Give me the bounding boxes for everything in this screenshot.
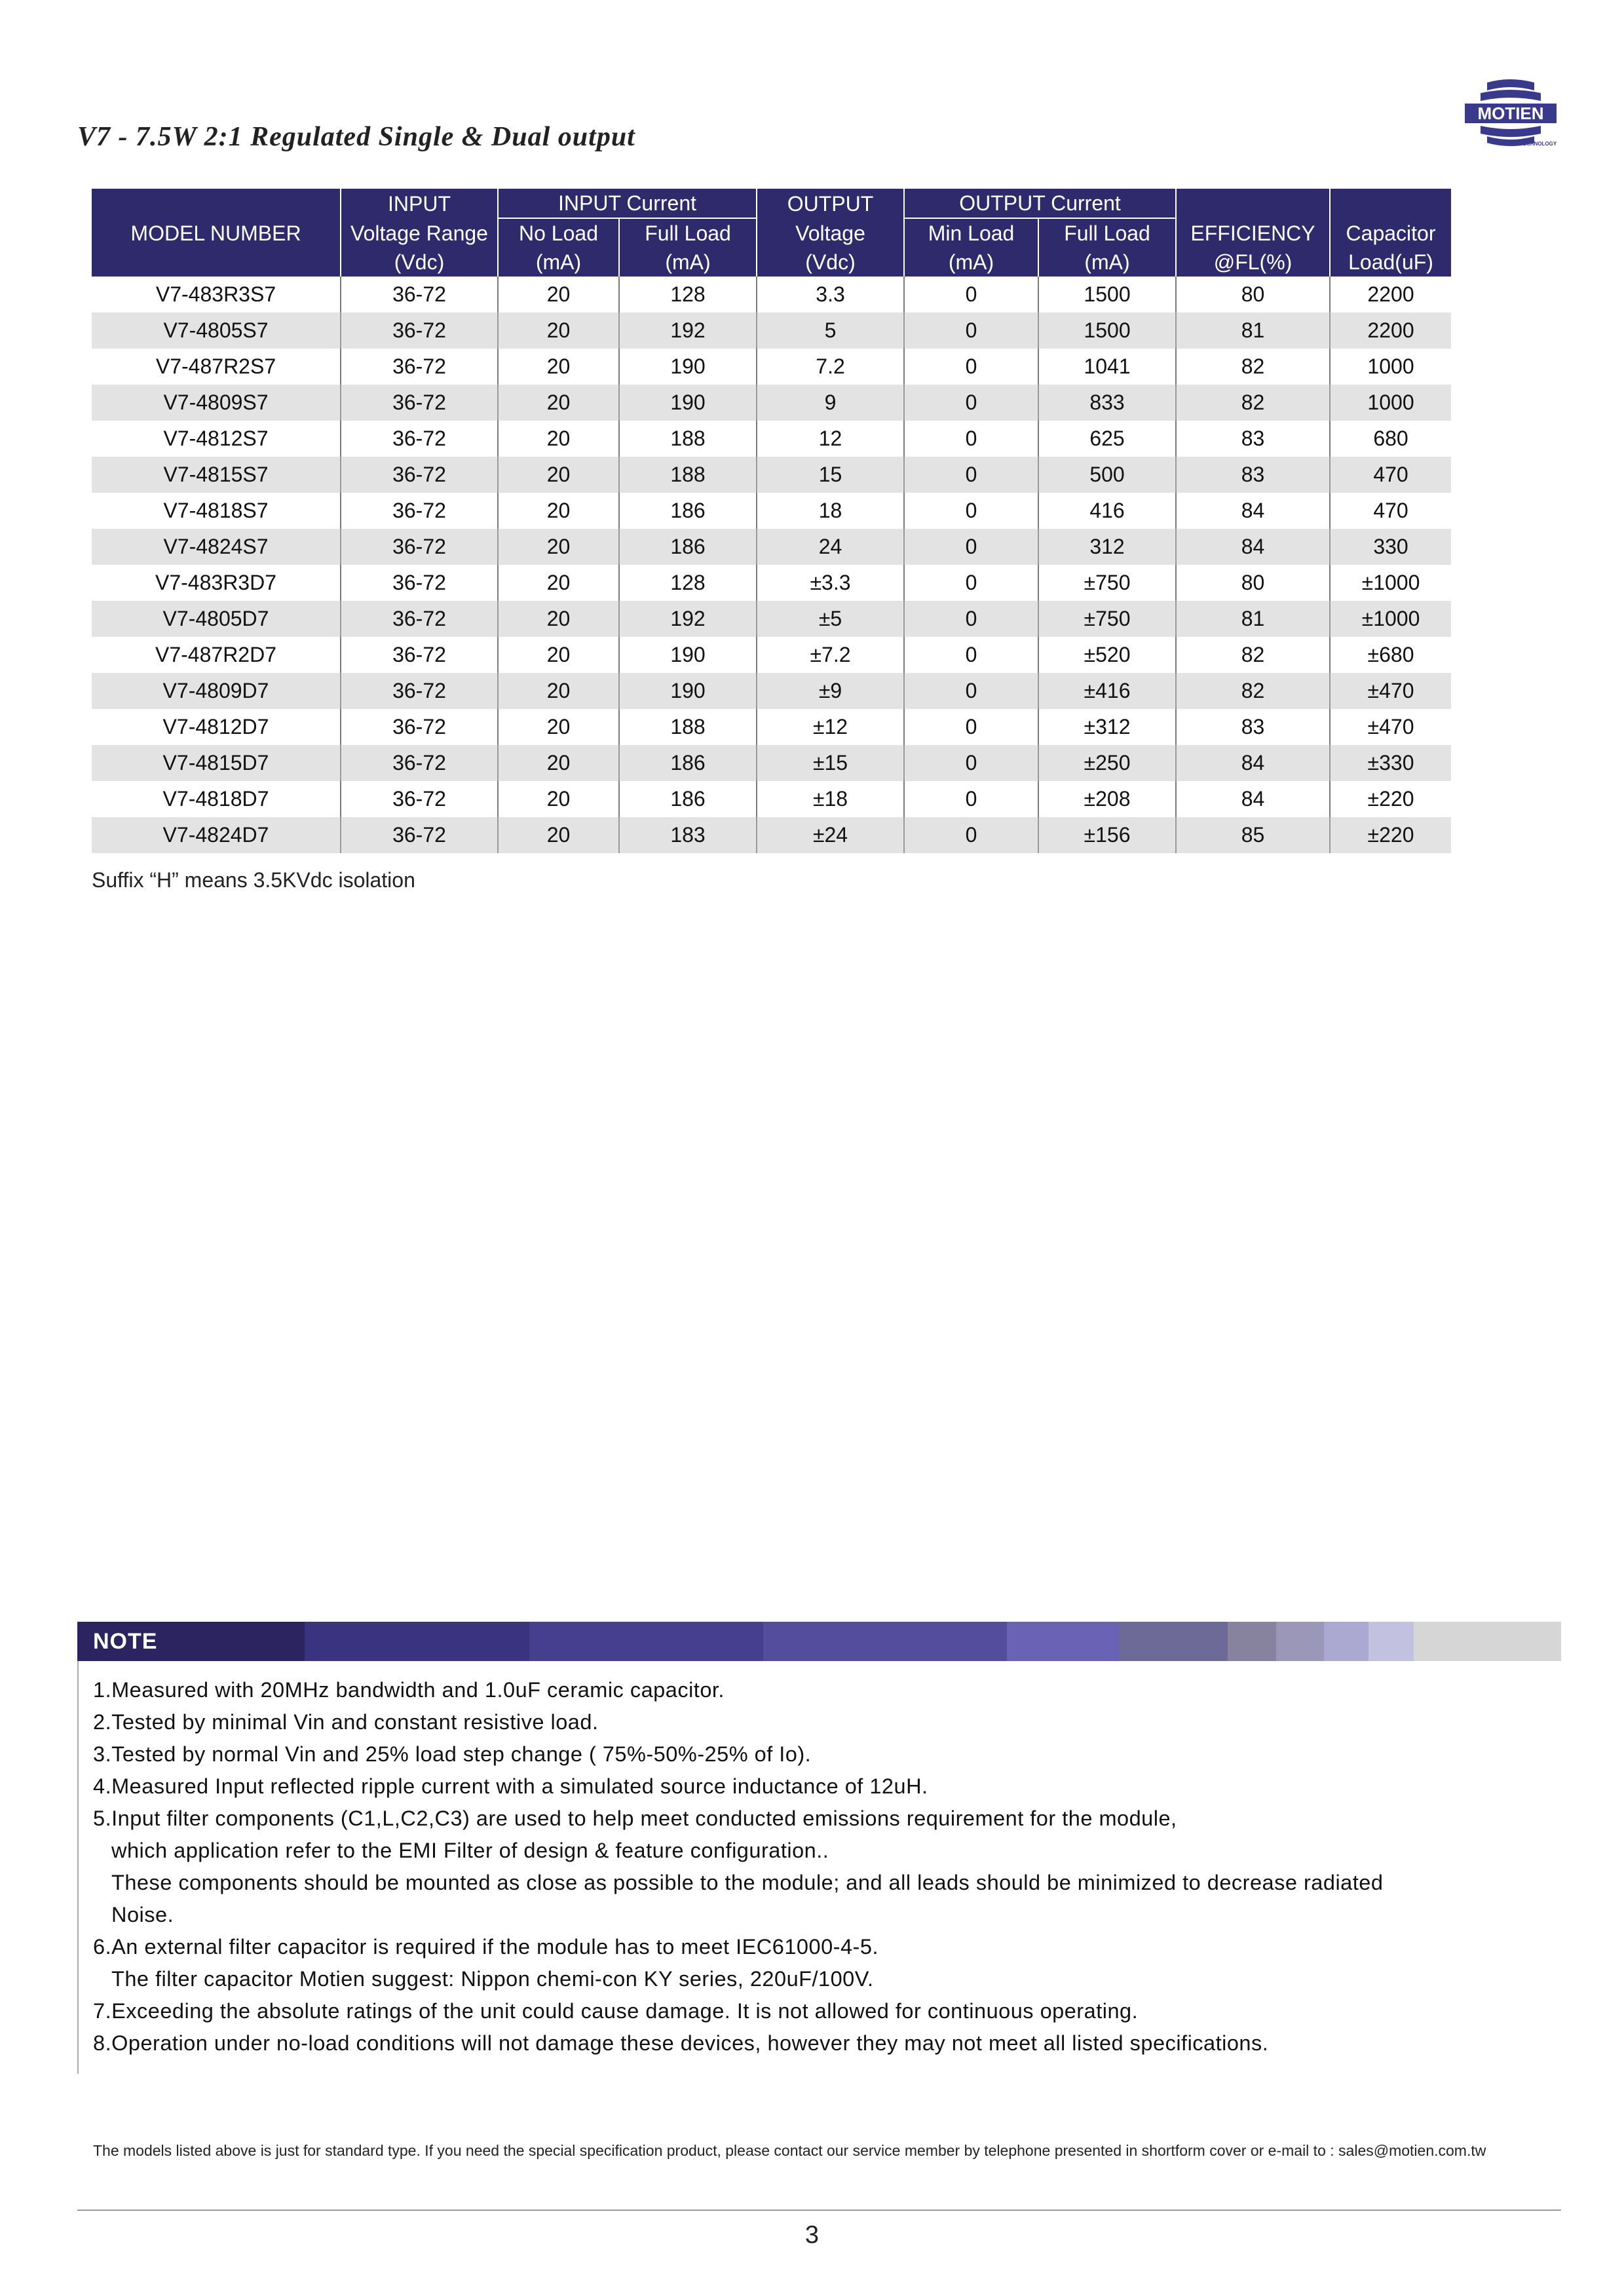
table-cell: 84 bbox=[1176, 781, 1330, 817]
table-cell: 36-72 bbox=[341, 817, 498, 853]
table-cell: 0 bbox=[904, 601, 1038, 637]
table-cell: 128 bbox=[619, 565, 757, 601]
table-cell: 0 bbox=[904, 745, 1038, 781]
th-input-l1: INPUT bbox=[341, 189, 498, 218]
table-cell: V7-483R3S7 bbox=[155, 282, 276, 306]
table-cell: ±156 bbox=[1038, 817, 1176, 853]
note-bar-segment bbox=[1324, 1622, 1369, 1661]
page-title: V7 - 7.5W 2:1 Regulated Single & Dual output bbox=[77, 122, 635, 152]
table-cell: 190 bbox=[619, 349, 757, 385]
footer-text: The models listed above is just for standard type. If you need the special specification product, please contact our service member by telephone presented in shortform cover or e-mail to : sales@motien.com.tw bbox=[93, 2142, 1486, 2159]
th-eff-l2: @FL(%) bbox=[1176, 248, 1330, 277]
note-bar-segment bbox=[1119, 1622, 1228, 1661]
table-cell: 0 bbox=[904, 457, 1038, 493]
th-input-l2: Voltage Range bbox=[341, 218, 498, 248]
table-cell: ±9 bbox=[757, 673, 904, 709]
table-cell: 0 bbox=[904, 421, 1038, 457]
th-min-load: Min Load bbox=[904, 218, 1038, 248]
table-cell: 18 bbox=[757, 493, 904, 529]
table-cell: 83 bbox=[1176, 709, 1330, 745]
note-line: The filter capacitor Motien suggest: Nippon chemi-con KY series, 220uF/100V. bbox=[111, 1967, 874, 1991]
table-cell: 20 bbox=[498, 529, 619, 565]
table-row bbox=[92, 673, 1451, 709]
table-row bbox=[92, 385, 1451, 421]
th-full-load-unit: (mA) bbox=[619, 248, 757, 277]
table-cell: 36-72 bbox=[341, 637, 498, 673]
table-row bbox=[92, 277, 1451, 313]
note-bar-segment bbox=[1228, 1622, 1275, 1661]
table-cell: 84 bbox=[1176, 529, 1330, 565]
spec-table-body bbox=[92, 277, 1451, 853]
table-cell: 81 bbox=[1176, 313, 1330, 349]
table-cell: 36-72 bbox=[341, 313, 498, 349]
table-cell: 0 bbox=[904, 709, 1038, 745]
table-cell: 2200 bbox=[1330, 277, 1451, 313]
th-cap-blank bbox=[1330, 189, 1451, 218]
th-output-l3: (Vdc) bbox=[757, 248, 904, 277]
table-cell: 20 bbox=[498, 601, 619, 637]
table-cell: 82 bbox=[1176, 673, 1330, 709]
table-cell: 20 bbox=[498, 313, 619, 349]
table-cell: 82 bbox=[1176, 637, 1330, 673]
table-cell: ±3.3 bbox=[757, 565, 904, 601]
note-line: 3.Tested by normal Vin and 25% load step change ( 75%-50%-25% of Io). bbox=[93, 1742, 812, 1766]
table-cell: ±24 bbox=[757, 817, 904, 853]
table-cell: ±220 bbox=[1330, 781, 1451, 817]
table-cell: 7.2 bbox=[757, 349, 904, 385]
table-cell: V7-4805S7 bbox=[92, 313, 341, 349]
table-cell: 20 bbox=[498, 673, 619, 709]
table-cell: ±1000 bbox=[1330, 601, 1451, 637]
table-cell: 470 bbox=[1330, 493, 1451, 529]
note-line: 1.Measured with 20MHz bandwidth and 1.0uF ceramic capacitor. bbox=[93, 1678, 725, 1702]
th-cap-l2: Load(uF) bbox=[1330, 248, 1451, 277]
table-cell: V7-4805D7 bbox=[92, 601, 341, 637]
table-cell: 190 bbox=[619, 637, 757, 673]
table-cell: ±15 bbox=[757, 745, 904, 781]
table-cell: 833 bbox=[1038, 385, 1176, 421]
table-cell: 20 bbox=[498, 745, 619, 781]
table-cell: 625 bbox=[1038, 421, 1176, 457]
note-bar-segment bbox=[1007, 1622, 1119, 1661]
th-min-load-unit: (mA) bbox=[904, 248, 1038, 277]
table-cell: 188 bbox=[619, 457, 757, 493]
table-cell: 20 bbox=[498, 349, 619, 385]
th-no-load-unit: (mA) bbox=[498, 248, 619, 277]
note-line: 7.Exceeding the absolute ratings of the unit could cause damage. It is not allowed for continuous operating. bbox=[93, 1999, 1139, 2023]
table-cell: ±7.2 bbox=[757, 637, 904, 673]
table-cell: 36-72 bbox=[341, 277, 498, 313]
page-number: 3 bbox=[804, 2221, 820, 2249]
table-cell: 84 bbox=[1176, 745, 1330, 781]
table-cell: 36-72 bbox=[341, 781, 498, 817]
table-cell: V7-4818D7 bbox=[162, 787, 269, 811]
table-cell: V7-4815D7 bbox=[92, 745, 341, 781]
table-cell: 36-72 bbox=[341, 745, 498, 781]
table-row bbox=[92, 781, 1451, 817]
table-cell: 312 bbox=[1038, 529, 1176, 565]
table-row bbox=[92, 421, 1451, 457]
table-cell: ±330 bbox=[1330, 745, 1451, 781]
table-cell: 80 bbox=[1176, 277, 1330, 313]
footer-divider bbox=[77, 2210, 1561, 2211]
table-cell: 36-72 bbox=[341, 565, 498, 601]
table-cell: 81 bbox=[1176, 601, 1330, 637]
table-cell: 0 bbox=[904, 277, 1038, 313]
table-cell: 2200 bbox=[1330, 313, 1451, 349]
table-cell: 186 bbox=[619, 529, 757, 565]
table-cell: 15 bbox=[757, 457, 904, 493]
table-cell: ±250 bbox=[1038, 745, 1176, 781]
table-cell: 36-72 bbox=[341, 349, 498, 385]
table-cell: 82 bbox=[1176, 385, 1330, 421]
table-cell: V7-487R2D7 bbox=[155, 643, 276, 666]
table-cell: 188 bbox=[619, 709, 757, 745]
table-cell: 1500 bbox=[1038, 313, 1176, 349]
table-cell: V7-4809S7 bbox=[92, 385, 341, 421]
note-bar-segment bbox=[1276, 1622, 1324, 1661]
th-model: MODEL NUMBER bbox=[92, 218, 341, 248]
th-full-load: Full Load bbox=[619, 218, 757, 248]
table-cell: 190 bbox=[619, 673, 757, 709]
table-row bbox=[92, 493, 1451, 529]
table-cell: 0 bbox=[904, 565, 1038, 601]
note-bar-segment bbox=[763, 1622, 1007, 1661]
table-cell: 3.3 bbox=[757, 277, 904, 313]
table-cell: 1000 bbox=[1330, 349, 1451, 385]
table-cell: ±220 bbox=[1330, 817, 1451, 853]
note-bar-segment bbox=[1369, 1622, 1413, 1661]
table-cell: 0 bbox=[904, 781, 1038, 817]
table-cell: 20 bbox=[498, 385, 619, 421]
note-line: 8.Operation under no-load conditions will not damage these devices, however they may not meet all listed specifications. bbox=[93, 2031, 1269, 2055]
table-cell: 36-72 bbox=[341, 673, 498, 709]
table-cell: 20 bbox=[498, 421, 619, 457]
notes-list bbox=[93, 1674, 1554, 2059]
table-cell: 80 bbox=[1176, 565, 1330, 601]
note-line: 4.Measured Input reflected ripple current with a simulated source inductance of 12uH. bbox=[93, 1774, 928, 1798]
table-cell: 192 bbox=[619, 601, 757, 637]
table-cell: V7-4812S7 bbox=[163, 427, 269, 450]
table-cell: 1500 bbox=[1038, 277, 1176, 313]
note-bar-segment bbox=[1414, 1622, 1561, 1661]
table-cell: ±18 bbox=[757, 781, 904, 817]
table-cell: 500 bbox=[1038, 457, 1176, 493]
note-line: These components should be mounted as close as possible to the module; and all leads should be minimized to decrease radiated bbox=[111, 1871, 1384, 1894]
table-cell: 20 bbox=[498, 565, 619, 601]
th-output-l2: Voltage bbox=[757, 218, 904, 248]
logo-subtext: TECHNOLOGY bbox=[1519, 141, 1557, 147]
table-cell: 20 bbox=[498, 709, 619, 745]
note-bar-segment bbox=[305, 1622, 529, 1661]
table-cell: 82 bbox=[1176, 349, 1330, 385]
note-label: NOTE bbox=[93, 1629, 158, 1654]
table-cell: 36-72 bbox=[341, 709, 498, 745]
table-cell: 36-72 bbox=[341, 601, 498, 637]
table-row bbox=[92, 565, 1451, 601]
th-eff-blank bbox=[1176, 189, 1330, 218]
table-row bbox=[92, 601, 1451, 637]
table-cell: 0 bbox=[904, 385, 1038, 421]
table-cell: 9 bbox=[757, 385, 904, 421]
note-line: 2.Tested by minimal Vin and constant resistive load. bbox=[93, 1710, 599, 1734]
table-cell: ±750 bbox=[1038, 601, 1176, 637]
table-cell: V7-483R3D7 bbox=[155, 571, 276, 594]
note-line: 5.Input filter components (C1,L,C2,C3) are used to help meet conducted emissions requirement for the module, bbox=[93, 1807, 1177, 1830]
table-cell: ±470 bbox=[1330, 709, 1451, 745]
table-cell: ±416 bbox=[1038, 673, 1176, 709]
table-cell: 192 bbox=[619, 313, 757, 349]
table-cell: 186 bbox=[619, 745, 757, 781]
table-cell: 0 bbox=[904, 673, 1038, 709]
note-line: which application refer to the EMI Filter of design & feature configuration.. bbox=[111, 1839, 829, 1862]
table-cell: ±5 bbox=[757, 601, 904, 637]
th-eff-l1: EFFICIENCY bbox=[1176, 218, 1330, 248]
table-cell: 188 bbox=[619, 421, 757, 457]
table-cell: ±680 bbox=[1330, 637, 1451, 673]
table-cell: 20 bbox=[498, 457, 619, 493]
table-cell: 20 bbox=[498, 277, 619, 313]
th-out-full-load-unit: (mA) bbox=[1038, 248, 1176, 277]
th-output-current: OUTPUT Current bbox=[904, 189, 1176, 218]
table-cell: 183 bbox=[619, 817, 757, 853]
table-cell: 0 bbox=[904, 529, 1038, 565]
table-cell: 5 bbox=[757, 313, 904, 349]
note-line: Noise. bbox=[111, 1903, 174, 1926]
note-line: 6.An external filter capacitor is required if the module has to meet IEC61000-4-5. bbox=[93, 1935, 878, 1959]
table-cell: 20 bbox=[498, 493, 619, 529]
table-cell: 0 bbox=[904, 313, 1038, 349]
table-row bbox=[92, 817, 1451, 853]
table-cell: V7-4812D7 bbox=[162, 715, 269, 738]
table-cell: V7-4809D7 bbox=[92, 673, 341, 709]
note-header-bar bbox=[77, 1622, 1561, 1661]
table-cell: ±520 bbox=[1038, 637, 1176, 673]
th-no-load: No Load bbox=[498, 218, 619, 248]
table-cell: 1041 bbox=[1038, 349, 1176, 385]
th-model-blank-2 bbox=[92, 248, 341, 277]
table-cell: 83 bbox=[1176, 457, 1330, 493]
table-cell: 24 bbox=[757, 529, 904, 565]
table-cell: 12 bbox=[757, 421, 904, 457]
table-cell: ±12 bbox=[757, 709, 904, 745]
table-cell: 0 bbox=[904, 493, 1038, 529]
table-cell: 85 bbox=[1176, 817, 1330, 853]
table-cell: 0 bbox=[904, 637, 1038, 673]
table-row bbox=[92, 709, 1451, 745]
table-cell: 680 bbox=[1330, 421, 1451, 457]
table-cell: 36-72 bbox=[341, 493, 498, 529]
table-cell: 20 bbox=[498, 637, 619, 673]
table-cell: V7-4824S7 bbox=[92, 529, 341, 565]
table-row bbox=[92, 745, 1451, 781]
table-cell: 0 bbox=[904, 349, 1038, 385]
table-cell: 186 bbox=[619, 781, 757, 817]
table-cell: 190 bbox=[619, 385, 757, 421]
table-cell: 1000 bbox=[1330, 385, 1451, 421]
table-cell: 36-72 bbox=[341, 421, 498, 457]
table-cell: 0 bbox=[904, 817, 1038, 853]
spec-table bbox=[92, 189, 1451, 853]
table-cell: ±470 bbox=[1330, 673, 1451, 709]
table-cell: ±312 bbox=[1038, 709, 1176, 745]
table-cell: ±208 bbox=[1038, 781, 1176, 817]
table-row bbox=[92, 457, 1451, 493]
table-cell: 186 bbox=[619, 493, 757, 529]
table-cell: V7-4815S7 bbox=[92, 457, 341, 493]
table-cell: V7-4824D7 bbox=[92, 817, 341, 853]
table-cell: V7-487R2S7 bbox=[155, 354, 276, 378]
table-cell: 20 bbox=[498, 817, 619, 853]
suffix-note: Suffix “H” means 3.5KVdc isolation bbox=[92, 868, 415, 892]
table-cell: 330 bbox=[1330, 529, 1451, 565]
motien-logo bbox=[1461, 77, 1559, 155]
th-output-l1: OUTPUT bbox=[757, 189, 904, 218]
table-row bbox=[92, 349, 1451, 385]
table-cell: 416 bbox=[1038, 493, 1176, 529]
table-cell: 36-72 bbox=[341, 385, 498, 421]
note-left-rule bbox=[77, 1661, 79, 2074]
table-cell: 83 bbox=[1176, 421, 1330, 457]
table-cell: 470 bbox=[1330, 457, 1451, 493]
note-bar-segment bbox=[529, 1622, 763, 1661]
table-cell: 84 bbox=[1176, 493, 1330, 529]
table-cell: ±750 bbox=[1038, 565, 1176, 601]
th-input-current: INPUT Current bbox=[498, 189, 757, 218]
table-cell: V7-4818S7 bbox=[163, 499, 269, 522]
table-row bbox=[92, 529, 1451, 565]
table-cell: 20 bbox=[498, 781, 619, 817]
th-input-l3: (Vdc) bbox=[341, 248, 498, 277]
th-out-full-load: Full Load bbox=[1038, 218, 1176, 248]
table-cell: ±1000 bbox=[1330, 565, 1451, 601]
table-row bbox=[92, 313, 1451, 349]
th-cap-l1: Capacitor bbox=[1330, 218, 1451, 248]
table-cell: 36-72 bbox=[341, 529, 498, 565]
table-row bbox=[92, 637, 1451, 673]
table-cell: 36-72 bbox=[341, 457, 498, 493]
th-model-blank bbox=[92, 189, 341, 218]
table-cell: 128 bbox=[619, 277, 757, 313]
logo-text: MOTIEN bbox=[1477, 104, 1544, 123]
